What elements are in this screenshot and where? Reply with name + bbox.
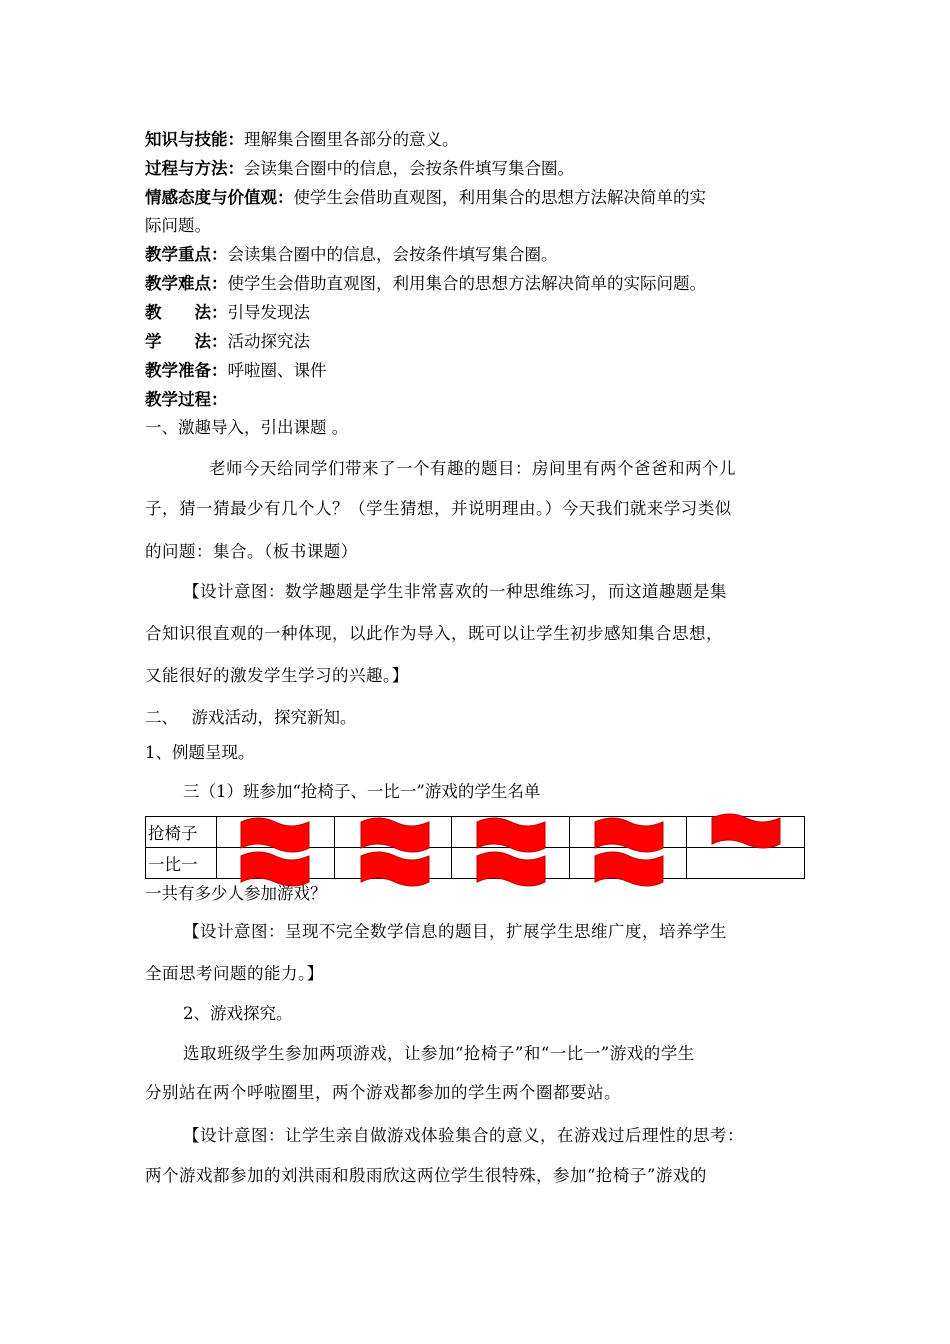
design-intent-1-line1: 【设计意图：数学趣题是学生非常喜欢的一种思维练习，而这道趣题是集 [183, 582, 727, 601]
section1-heading: 一、激趣导入，引出课题 。 [145, 418, 349, 437]
design-intent-3-line1: 【设计意图：让学生亲自做游戏体验集合的意义，在游戏过后理性的思考： [183, 1126, 744, 1145]
design-intent-2-line1: 【设计意图：呈现不完全数学信息的题目，扩展学生思维广度，培养学生 [183, 922, 727, 941]
table-cell [687, 848, 805, 879]
section2-heading: 二、 游戏活动，探究新知。 [145, 708, 357, 727]
flag-icon [475, 850, 547, 888]
section2-para-line1: 选取班级学生参加两项游戏，让参加“抢椅子”和“一比一”游戏的学生 [183, 1044, 695, 1063]
design-intent-1-line3: 又能很好的激发学生学习的兴趣。】 [145, 666, 409, 685]
objective-process: 过程与方法：会读集合圈中的信息，会按条件填写集合圈。 [145, 159, 574, 178]
section1-para-line1: 老师今天给同学们带来了一个有趣的题目：房间里有两个爸爸和两个儿 [209, 459, 736, 478]
flag-icon [239, 816, 311, 854]
flag-icon [593, 816, 665, 854]
table-title: 三（1）班参加“抢椅子、一比一”游戏的学生名单 [183, 782, 541, 801]
section1-para-line2: 子，猜一猜最少有几个人？（学生猜想，并说明理由。）今天我们就来学习类似 [145, 499, 732, 518]
row-label-one-vs-one: 一比一 [146, 848, 217, 879]
question-line: 一共有多少人参加游戏？ [145, 884, 327, 903]
flag-icon [710, 812, 782, 850]
teaching-difficulty: 教学难点：使学生会借助直观图，利用集合的思想方法解决简单的实际问题。 [145, 274, 706, 293]
flag-icon [359, 816, 431, 854]
objective-knowledge: 知识与技能：理解集合圈里各部分的意义。 [145, 130, 459, 149]
flag-icon [359, 850, 431, 888]
section1-para-line3: 的问题：集合。（板书课题） [145, 542, 358, 561]
learning-method: 学 法：活动探究法 [145, 332, 310, 351]
teaching-focus: 教学重点：会读集合圈中的信息，会按条件填写集合圈。 [145, 245, 558, 264]
teaching-preparation: 教学准备：呼啦圈、课件 [145, 361, 327, 380]
flag-icon [593, 850, 665, 888]
section2-para-line2: 分别站在两个呼啦圈里，两个游戏都参加的学生两个圈都要站。 [145, 1083, 621, 1102]
teaching-process-heading: 教学过程： [145, 390, 228, 409]
row-label-grab-chair: 抢椅子 [146, 817, 217, 848]
design-intent-2-line2: 全面思考问题的能力。】 [145, 964, 324, 983]
flag-icon [475, 816, 547, 854]
example-heading: 1、例题呈现。 [145, 743, 255, 762]
game-explore-heading: 2、游戏探究。 [183, 1004, 293, 1023]
objective-attitude-cont: 际问题。 [145, 216, 211, 235]
design-intent-1-line2: 合知识很直观的一种体现，以此作为导入，既可以让学生初步感知集合思想， [145, 624, 723, 643]
objective-attitude: 情感态度与价值观：使学生会借助直观图，利用集合的思想方法解决简单的实 [145, 188, 706, 207]
teaching-method: 教 法：引导发现法 [145, 303, 310, 322]
design-intent-3-line2: 两个游戏都参加的刘洪雨和殷雨欣这两位学生很特殊，参加“抢椅子”游戏的 [145, 1166, 707, 1185]
